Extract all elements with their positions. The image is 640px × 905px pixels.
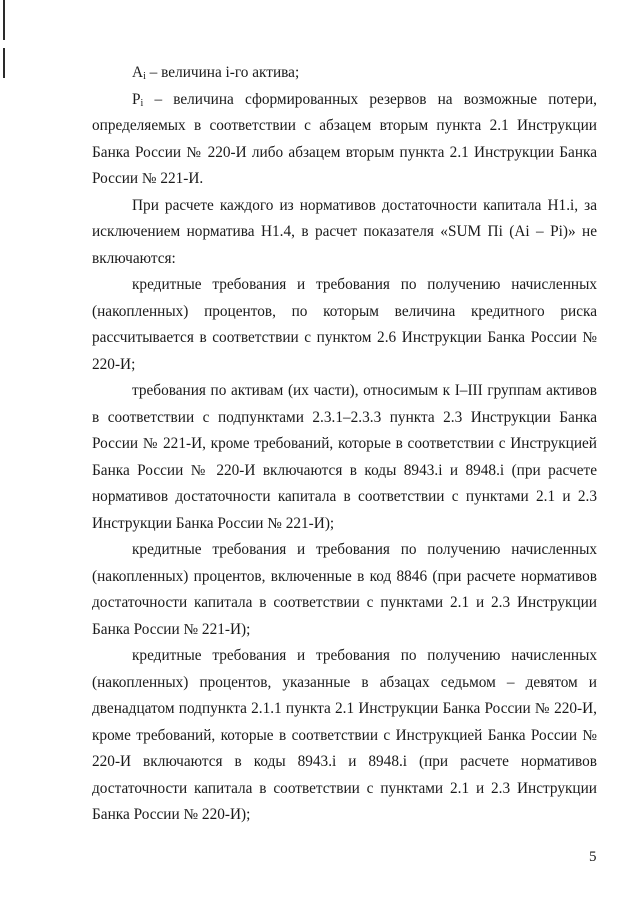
paragraph-item: кредитные требования и требования по получению начисленных (накопленных) процентов, указанные в абзацах седьмом – девятом и двенадцатом подпункта 2.1.1 пункта 2.1 Инструкции Банка России № 220-И, кроме требований, которые в соответствии с Инструкцией Банка России № 220-И включаются в коды 8943.i и 8948.i (при расчете нормативов достаточности капитала в соответствии с пунктами 2.1 и 2.3 Инструкции Банка России № 220-И); — [92, 647, 597, 823]
definition-p: $P_i$ – величина сформированных резервов на возможные потери, определяемых в соответствии с абзацем вторым пункта 2.1 Инструкции Банка России № 220-И либо абзацем вторым пункта 2.1 Инструкции Банка России № 221-И. — [92, 90, 597, 187]
paragraph-intro: При расчете каждого из нормативов достаточности капитала Н1.i, за исключением норматива Н1.4, в расчет показателя «SUM Пi (Ai – Pi)» не включаются: — [92, 196, 597, 267]
scan-margin-line — [3, 0, 5, 40]
paragraph-item: кредитные требования и требования по получению начисленных (накопленных) процентов, включенные в код 8846 (при расчете нормативов достаточности капитала в соответствии с пунктами 2.1 и 2.3 Инструкции Банка России № 221-И); — [92, 541, 597, 638]
paragraph-item: кредитные требования и требования по получению начисленных (накопленных) процентов, по которым величина кредитного риска рассчитывается в соответствии с пунктом 2.6 Инструкции Банка России № 220-И; — [92, 276, 597, 373]
paragraph-item: требования по активам (их части), относимым к I–III группам активов в соответствии с подпунктами 2.3.1–2.3.3 пункта 2.3 Инструкции Банка России № 221-И, кроме требований, которые в соответствии с Инструкцией Банка России № 220-И включаются в коды 8943.i и 8948.i (при расчете нормативов достаточности капитала в соответствии с пунктами 2.1 и 2.3 Инструкции Банка России № 221-И); — [92, 382, 597, 532]
page-number: 5 — [589, 849, 597, 865]
definition-a: $A_i$ – величина i-го актива; — [132, 64, 300, 82]
scan-margin-line — [3, 48, 5, 78]
body-text — [92, 60, 597, 829]
